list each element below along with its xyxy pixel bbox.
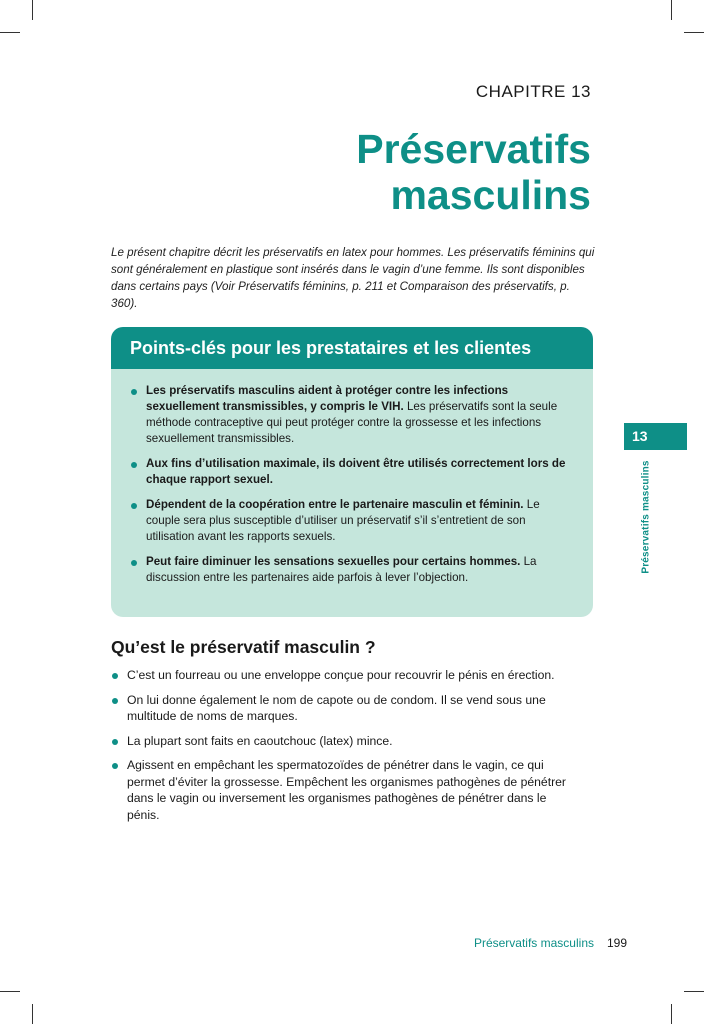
key-point-text: La discussion entre les partenaires aide parfois à lever l’objection. [146, 555, 537, 584]
key-point-item [129, 497, 577, 545]
list-item: La plupart sont faits en caoutchouc (latex) mince. [111, 733, 581, 750]
title-line-2: masculins [390, 172, 591, 218]
intro-paragraph: Le présent chapitre décrit les préservatifs en latex pour hommes. Les préservatifs féminins qui sont généralement en plastique sont insérés dans le vagin d’une femme. Ils sont disponibles dans certains pays (Voir Préservatifs féminins, p. 211 et Comparaison des préservatifs, p. 360). [111, 246, 595, 310]
key-point-bold: Les préservatifs masculins aident à protéger contre les infections sexuellement transmissibles, y compris le VIH. [146, 384, 509, 413]
crop-mark [32, 0, 33, 20]
key-point-item [129, 554, 577, 586]
key-point-bold: Aux fins d’utilisation maximale, ils doivent être utilisés correctement lors de chaque rapport sexuel. [146, 457, 566, 486]
key-point-item [129, 383, 577, 447]
crop-mark [671, 1004, 672, 1024]
footer-title: Préservatifs masculins [473, 936, 594, 950]
crop-mark [684, 32, 704, 33]
crop-mark [684, 991, 704, 992]
crop-mark [32, 1004, 33, 1024]
crop-mark [671, 0, 672, 20]
page-number: 199 [607, 936, 628, 950]
section-bullet-list [111, 667, 581, 831]
chapter-tab-number: 13 [624, 423, 687, 450]
key-points-list [129, 383, 577, 586]
chapter-label: CHAPITRE 13 [475, 82, 591, 101]
section-heading: Qu’est le préservatif masculin ? [111, 637, 376, 657]
title-line-1: Préservatifs [356, 126, 591, 172]
list-item: C’est un fourreau ou une enveloppe conçue pour recouvrir le pénis en érection. [111, 667, 581, 684]
page-title [356, 126, 591, 218]
key-point-text: Le couple sera plus susceptible d’utiliser un préservatif s’il s’entretient de son utilisation avant les rapports sexuels. [146, 498, 540, 543]
key-points-box [111, 369, 593, 617]
list-item: Agissent en empêchant les spermatozoïdes de pénétrer dans le vagin, ce qui permet d’éviter la grossesse. Empêchent les organismes pathogènes de pénétrer dans le vagin ou inversement les organismes pathogènes de pénétrer dans le pénis. [111, 757, 581, 823]
crop-mark [0, 991, 20, 992]
list-item: On lui donne également le nom de capote ou de condom. Il se vend sous une multitude de noms de marques. [111, 692, 581, 725]
key-points-heading: Points-clés pour les prestataires et les clientes [111, 327, 593, 369]
chapter-tab-title-text: Préservatifs masculins [640, 460, 652, 574]
crop-mark [0, 32, 20, 33]
key-point-bold: Dépendent de la coopération entre le partenaire masculin et féminin. [146, 498, 524, 511]
key-point-text: Les préservatifs sont la seule méthode contraceptive qui peut protéger contre la grossesse et les infections sexuellement transmissibles. [146, 400, 558, 445]
key-point-item [129, 456, 577, 488]
key-point-bold: Peut faire diminuer les sensations sexuelles pour certains hommes. [146, 555, 521, 568]
